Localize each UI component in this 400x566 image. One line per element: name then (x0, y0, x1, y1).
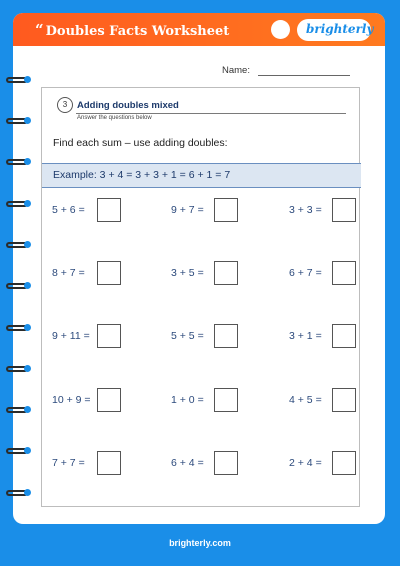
logo-text: brighterly (306, 22, 374, 36)
problem-expression: 6 + 7 = (289, 267, 322, 279)
problem-item (171, 451, 291, 477)
binding-ring-icon (6, 488, 34, 498)
problem-expression: 9 + 7 = (171, 204, 204, 216)
exercise-area (41, 87, 360, 507)
footer-url[interactable]: brighterly.com (169, 538, 231, 548)
answer-box[interactable] (332, 324, 356, 348)
problem-expression: 1 + 0 = (171, 394, 204, 406)
problem-item (171, 388, 291, 414)
answer-box[interactable] (214, 261, 238, 285)
problem-item (289, 451, 385, 477)
answer-box[interactable] (97, 388, 121, 412)
answer-box[interactable] (97, 451, 121, 475)
header-banner (13, 13, 385, 46)
answer-box[interactable] (214, 324, 238, 348)
quote-mark-icon: “ (35, 21, 44, 39)
problem-item (171, 324, 291, 350)
problem-expression: 10 + 9 = (52, 394, 91, 406)
problem-item (289, 324, 385, 350)
problem-expression: 4 + 5 = (289, 394, 322, 406)
problem-item (52, 388, 172, 414)
problem-item (52, 451, 172, 477)
worksheet-title-text: Doubles Facts Worksheet (45, 24, 230, 39)
binding-ring-icon (6, 75, 34, 85)
answer-box[interactable] (332, 198, 356, 222)
binding-ring-icon (6, 323, 34, 333)
task-number: 3 (57, 97, 73, 113)
problem-expression: 5 + 5 = (171, 330, 204, 342)
divider (76, 113, 346, 114)
answer-box[interactable] (214, 198, 238, 222)
worksheet-page (13, 13, 385, 524)
brighterly-logo (297, 19, 374, 41)
binding-ring-icon (6, 364, 34, 374)
problem-item (289, 388, 385, 414)
binding-ring-icon (6, 157, 34, 167)
worksheet-title (35, 21, 229, 39)
binding-ring-icon (6, 116, 34, 126)
answer-box[interactable] (97, 324, 121, 348)
answer-box[interactable] (214, 451, 238, 475)
problem-item (52, 261, 172, 287)
answer-box[interactable] (97, 198, 121, 222)
example-bar: Example: 3 + 4 = 3 + 3 + 1 = 6 + 1 = 7 (42, 163, 361, 188)
answer-box[interactable] (332, 451, 356, 475)
binding-ring-icon (6, 446, 34, 456)
problem-expression: 7 + 7 = (52, 457, 85, 469)
problem-expression: 8 + 7 = (52, 267, 85, 279)
answer-box[interactable] (332, 261, 356, 285)
instruction-text: Find each sum – use adding doubles: (53, 137, 228, 149)
problem-expression: 3 + 5 = (171, 267, 204, 279)
problem-item (171, 198, 291, 224)
problem-item (289, 198, 385, 224)
name-field[interactable] (258, 75, 350, 76)
problem-expression: 2 + 4 = (289, 457, 322, 469)
binding-ring-icon (6, 240, 34, 250)
circle-decoration (271, 20, 290, 39)
problem-item (289, 261, 385, 287)
name-label: Name: (222, 65, 250, 76)
problem-expression: 9 + 11 = (52, 330, 90, 342)
problem-expression: 5 + 6 = (52, 204, 85, 216)
task-title: Adding doubles mixed (77, 100, 179, 111)
problem-expression: 3 + 3 = (289, 204, 322, 216)
binding-ring-icon (6, 199, 34, 209)
answer-box[interactable] (332, 388, 356, 412)
problem-expression: 6 + 4 = (171, 457, 204, 469)
problem-item (52, 324, 172, 350)
problem-item (171, 261, 291, 287)
task-subtitle: Answer the questions below (77, 115, 152, 121)
answer-box[interactable] (214, 388, 238, 412)
binding-ring-icon (6, 405, 34, 415)
binding-ring-icon (6, 281, 34, 291)
problem-item (52, 198, 172, 224)
answer-box[interactable] (97, 261, 121, 285)
problem-expression: 3 + 1 = (289, 330, 322, 342)
